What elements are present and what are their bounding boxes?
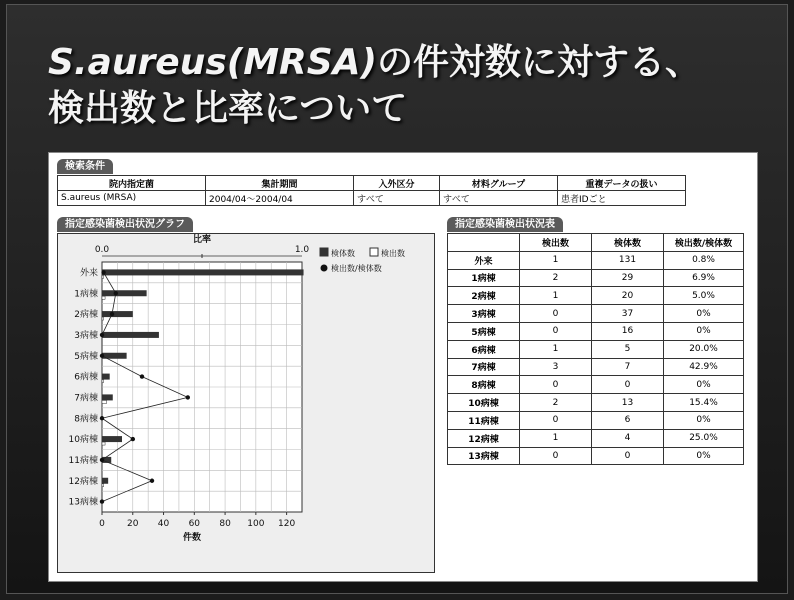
- table-cell: 0: [592, 447, 664, 465]
- bar-detected-count: [102, 275, 104, 278]
- category-label: 6病棟: [74, 372, 98, 383]
- table-row: [448, 411, 744, 429]
- ratio-point: [114, 291, 118, 295]
- bar-specimen-count: [102, 290, 147, 296]
- table-cell: 0%: [664, 447, 744, 465]
- bar-specimen-count: [102, 394, 113, 400]
- ratio-point: [100, 416, 104, 420]
- table-cell: 20.0%: [664, 340, 744, 358]
- detection-header-row: [448, 234, 744, 252]
- top-axis-label: 比率: [192, 235, 212, 245]
- table-row: [448, 358, 744, 376]
- legend-marker-ratio: [321, 265, 328, 272]
- table-row: [448, 340, 744, 358]
- category-label: 11病棟: [68, 455, 98, 466]
- ward-name-cell: 7病棟: [448, 358, 520, 376]
- detection-header: 検出数/検体数: [664, 234, 744, 252]
- table-cell: 15.4%: [664, 394, 744, 412]
- bar-detected-count: [102, 317, 104, 320]
- detection-table: [447, 233, 744, 465]
- category-label: 3病棟: [74, 330, 98, 341]
- detection-header: 検体数: [592, 234, 664, 252]
- ward-name-cell: 外来: [448, 251, 520, 269]
- table-cell: 2: [520, 269, 592, 287]
- chart-container: [57, 233, 435, 573]
- table-cell: 1: [520, 287, 592, 305]
- legend-swatch-specimen: [320, 248, 328, 256]
- table-cell: 3: [520, 358, 592, 376]
- ward-name-cell: 5病棟: [448, 322, 520, 340]
- conditions-value: すべて: [440, 191, 558, 206]
- table-row: [448, 251, 744, 269]
- conditions-header: 重複データの扱い: [558, 176, 686, 191]
- category-label: 8病棟: [74, 414, 98, 425]
- ward-name-cell: 12病棟: [448, 429, 520, 447]
- ratio-point: [150, 479, 154, 483]
- table-cell: 7: [592, 358, 664, 376]
- table-cell: 13: [592, 394, 664, 412]
- table-cell: 20: [592, 287, 664, 305]
- table-cell: 2: [520, 394, 592, 412]
- x-tick-label: 40: [157, 519, 170, 529]
- ward-name-cell: 6病棟: [448, 340, 520, 358]
- table-label: 指定感染菌検出状況表: [447, 217, 563, 232]
- table-cell: 29: [592, 269, 664, 287]
- table-cell: 42.9%: [664, 358, 744, 376]
- ratio-point: [110, 312, 114, 316]
- category-label: 外来: [79, 268, 98, 279]
- detection-chart: [58, 234, 434, 572]
- ward-name-cell: 13病棟: [448, 447, 520, 465]
- table-cell: 0: [520, 376, 592, 394]
- detection-header: 検出数: [520, 234, 592, 252]
- ward-name-cell: 8病棟: [448, 376, 520, 394]
- ward-name-cell: 11病棟: [448, 411, 520, 429]
- table-cell: 6: [592, 411, 664, 429]
- x-tick-label: 20: [127, 519, 139, 529]
- category-label: 13病棟: [68, 497, 98, 508]
- ratio-point: [100, 333, 104, 337]
- table-cell: 1: [520, 251, 592, 269]
- table-cell: 0: [520, 305, 592, 323]
- table-cell: 5: [592, 340, 664, 358]
- category-label: 12病棟: [68, 476, 98, 487]
- conditions-value: S.aureus (MRSA): [58, 191, 206, 206]
- table-row: [448, 322, 744, 340]
- table-cell: 16: [592, 322, 664, 340]
- x-tick-label: 120: [278, 519, 296, 529]
- conditions-label: 検索条件: [57, 159, 113, 174]
- top-tick-label: 0.0: [94, 245, 110, 255]
- bar-detected-count: [102, 380, 104, 383]
- category-label: 7病棟: [74, 393, 98, 404]
- ratio-point: [131, 437, 135, 441]
- table-row: [448, 394, 744, 412]
- detection-header: [448, 234, 520, 252]
- title-line-2: 検出数と比率について: [48, 88, 408, 129]
- table-cell: 0%: [664, 376, 744, 394]
- bar-specimen-count: [102, 311, 133, 317]
- table-row: [448, 429, 744, 447]
- conditions-table: [57, 175, 686, 206]
- ward-name-cell: 2病棟: [448, 287, 520, 305]
- bar-specimen-count: [102, 374, 110, 380]
- bar-specimen-count: [102, 478, 108, 484]
- conditions-value: 2004/04～2004/04: [206, 191, 354, 206]
- table-cell: 6.9%: [664, 269, 744, 287]
- title-line-1: [48, 40, 768, 86]
- category-label: 5病棟: [74, 351, 98, 362]
- table-cell: 0: [592, 376, 664, 394]
- conditions-header: 材料グループ: [440, 176, 558, 191]
- table-cell: 0: [520, 447, 592, 465]
- table-cell: 4: [592, 429, 664, 447]
- table-cell: 131: [592, 251, 664, 269]
- table-row: [448, 305, 744, 323]
- conditions-value-row: [58, 191, 686, 206]
- conditions-value: 患者IDごと: [558, 191, 686, 206]
- slide-title: [48, 40, 768, 132]
- conditions-header: 集計期間: [206, 176, 354, 191]
- bar-specimen-count: [102, 436, 122, 442]
- detection-table-body: [448, 251, 744, 465]
- table-cell: 0: [520, 322, 592, 340]
- table-cell: 0.8%: [664, 251, 744, 269]
- table-cell: 1: [520, 429, 592, 447]
- ward-name-cell: 10病棟: [448, 394, 520, 412]
- table-cell: 0%: [664, 411, 744, 429]
- legend-swatch-detected: [370, 248, 378, 256]
- bar-detected-count: [102, 296, 105, 299]
- ratio-point: [140, 374, 144, 378]
- bar-detected-count: [102, 484, 104, 487]
- ratio-point: [186, 395, 190, 399]
- table-cell: 25.0%: [664, 429, 744, 447]
- x-tick-label: 100: [247, 519, 265, 529]
- ward-name-cell: 1病棟: [448, 269, 520, 287]
- table-row: [448, 447, 744, 465]
- ratio-point: [101, 270, 105, 274]
- chart-label: 指定感染菌検出状況グラフ: [57, 217, 193, 232]
- bar-detected-count: [102, 400, 107, 403]
- category-label: 1病棟: [74, 289, 98, 300]
- category-label: 10病棟: [68, 435, 98, 446]
- table-row: [448, 376, 744, 394]
- conditions-header: 入外区分: [354, 176, 440, 191]
- legend-label-ratio: 検出数/検体数: [331, 264, 382, 273]
- table-cell: 0: [520, 411, 592, 429]
- legend-label-detected: 検出数: [381, 249, 405, 258]
- ward-name-cell: 3病棟: [448, 305, 520, 323]
- title-line-1-rest: の件対数に対する、: [377, 42, 702, 83]
- table-cell: 5.0%: [664, 287, 744, 305]
- table-row: [448, 287, 744, 305]
- x-axis-label: 件数: [182, 533, 202, 543]
- table-cell: 0%: [664, 322, 744, 340]
- category-label: 2病棟: [74, 310, 98, 321]
- x-tick-label: 0: [99, 519, 105, 529]
- table-cell: 0%: [664, 305, 744, 323]
- title-species: S.aureus(MRSA): [48, 42, 377, 83]
- x-tick-label: 60: [188, 519, 201, 529]
- report-panel: [48, 152, 758, 582]
- conditions-header-row: [58, 176, 686, 191]
- x-tick-label: 80: [219, 519, 231, 529]
- conditions-value: すべて: [354, 191, 440, 206]
- ratio-point: [100, 458, 104, 462]
- ratio-point: [100, 499, 104, 503]
- top-tick-label: 1.0: [294, 245, 310, 255]
- table-row: [448, 269, 744, 287]
- bar-specimen-count: [102, 332, 159, 338]
- bar-detected-count: [102, 442, 105, 445]
- bar-specimen-count: [102, 269, 304, 275]
- conditions-header: 院内指定菌: [58, 176, 206, 191]
- table-cell: 37: [592, 305, 664, 323]
- table-cell: 1: [520, 340, 592, 358]
- ratio-point: [100, 354, 104, 358]
- legend-label-specimen: 検体数: [331, 249, 355, 258]
